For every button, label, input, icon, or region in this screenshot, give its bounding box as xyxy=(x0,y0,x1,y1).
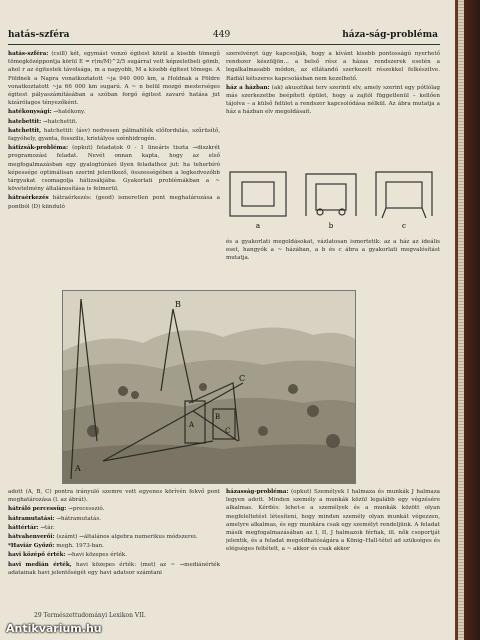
illus-label-b: B xyxy=(175,300,181,309)
column-left-bottom xyxy=(8,488,220,624)
entry-text: (opkut) feladatok 0 - 1 lineáris tiszta →diszkrét programozási feladat. Nevét onnan kapta, hogy az első megfogalmazásban egy gyalogtúrázó ilyen feladathoz jut: ha teherbíró képessége optimálisan szerint jelentkező, összességében a legkedvezőbb tárgyakat csomagolja hátizsákjába. Gyakorlati problémákban a ~ követelmény általánosítása is felmerül. xyxy=(8,145,220,193)
entry-term: hatékonysági: xyxy=(8,109,52,116)
lexicon-entry xyxy=(8,194,220,210)
entry-term: háttértár: xyxy=(8,524,39,531)
entry-text: hátraérkezés: (geod) ismeretlen pont meghatározása a pontból (D) kiinduló xyxy=(8,195,220,210)
diagram-b xyxy=(306,174,356,216)
entry-term: hátizsák-probléma: xyxy=(8,145,69,152)
entry-term: hatebettit: xyxy=(8,118,42,125)
illus-label-a: A xyxy=(75,464,81,473)
diagram-c xyxy=(376,172,432,218)
entry-text: (csill) két, egymást vonzó égitest közül a kisebb tömegű tömegközéppontja körül E = r(m/M)^2/5 sugárral vett képzeletbeli gömb, ahol r az égitestek távolsága, m a nagyobb, M a kisebb égitest tömege. A Földnek a Napra vonatkoztatott ~ja 940 000 km, a Holdnak a Földre vonatkoztatott ~ja 66 000 km sugarú. A ~ n belül mozgó mesterséges égitest pályaszámításában a szóban forgó égitest zavaró hatása jut kizárólagos tényezőként. xyxy=(8,51,220,107)
column-right-top xyxy=(226,50,440,166)
lexicon-entry xyxy=(8,144,220,193)
lexicon-entry xyxy=(8,127,220,143)
page-edges xyxy=(458,0,464,640)
header-rule xyxy=(8,44,440,45)
diagram-label-c: c xyxy=(402,222,406,230)
entry-text: →precesszió. xyxy=(68,506,105,513)
entry-text: (számt) →általános algebra numerikus módszerei. xyxy=(56,534,198,541)
lexicon-entry xyxy=(8,524,220,532)
entry-term: hatás-szféra: xyxy=(8,51,49,57)
page-footer: 29 Természettudományi Lexikon VII. xyxy=(34,612,146,619)
column-right-mid xyxy=(226,238,440,286)
entry-text: megh. 1973-ban. xyxy=(56,543,105,550)
illus-inset-label-a: A xyxy=(189,421,195,429)
entry-text: →tár. xyxy=(40,524,55,531)
lexicon-entry xyxy=(8,505,220,513)
diagram-label-a: a xyxy=(255,222,261,230)
entry-text: hatchettit: (ásv) nedvesen pálmafélék előfordulás, szűrüsítő, fagyóhely, gyanta, fosszilis, kristályos szénhidrogén. xyxy=(8,127,220,143)
book-spine xyxy=(455,0,480,640)
header-right-term: háza-ság-probléma xyxy=(342,30,438,40)
surveying-landscape-illustration xyxy=(62,290,356,484)
column-left-top xyxy=(8,50,220,282)
entry-term: ház a házban: xyxy=(226,84,270,91)
entry-text: havi közepes érték: (met) az ~ →mediánérték adatainak havi jelentőségét egy havi adatsor számtani xyxy=(8,561,220,576)
entry-text: →hatékony. xyxy=(53,109,86,116)
column-right-bottom xyxy=(226,488,440,624)
illus-label-c: C xyxy=(239,374,246,383)
watermark-logo: Antikvarium.hu xyxy=(6,622,102,635)
running-header xyxy=(8,30,438,44)
entry-text: (ak) akusztikai terv szerinti elv, amely szerint egy pótlólag más szerkezetbe beépített épület, hogy a zajtól függetlenül – kellően tájolva – a külső felület a rendszer kapcsolódása nélkül. Az ábra mutatja a ház a házban elv megoldásait. xyxy=(226,84,440,116)
entry-text: szerelvényt úgy kapcsolják, hogy a kívánt kisebb pontosságú nyerhető rendszer készüljön... a belső rész a házas rendszerek esetén a legalkalmasabb módon, az ellátandó szerkezeti részekkel felkészítve. Rádiál kétszeres kapcsolásban nem kezelhető. xyxy=(226,51,440,82)
entry-text: →hátramutatás. xyxy=(56,515,101,522)
entry-text: →hatchettit. xyxy=(43,118,78,125)
entry-term: hátvahenverői: xyxy=(8,534,55,541)
header-left-term: hatás-szféra xyxy=(8,30,70,40)
house-in-house-diagrams xyxy=(226,168,440,234)
entry-term: havi középő érték: xyxy=(8,552,66,559)
lexicon-entry xyxy=(8,488,220,504)
entry-term: házasság-probléma: xyxy=(226,489,289,495)
diagram-label-b: b xyxy=(328,222,334,230)
lexicon-entry xyxy=(8,561,220,577)
lexicon-entry xyxy=(8,551,220,559)
entry-text: és a gyakorlati megoldásokat, vázlatosan ismertetik: az a ház az ideális eset, hangyók a ~ házában, a b és c ábra a gyakorlati megvalósítást mutatja. xyxy=(226,239,440,262)
illus-inset-label-c: C xyxy=(225,427,231,435)
lexicon-entry xyxy=(8,533,220,541)
entry-text: →havi közepes érték. xyxy=(67,552,127,559)
entry-term: hátramutatási: xyxy=(8,515,55,522)
lexicon-entry xyxy=(8,515,220,523)
entry-term: *Haviár Győző: xyxy=(8,543,55,550)
lexicon-entry xyxy=(8,542,220,550)
diagram-a xyxy=(230,172,286,216)
entry-term: hátráló percessüg: xyxy=(8,506,67,513)
lexicon-entry xyxy=(226,488,440,554)
entry-text: (opkut) Személyek I halmaza és munkák J halmaza legyen adott. Minden személy a munkák közül legalább egy végzésére alkalmas. Kérdés: lehet-e a személyek és a munkák között olyan megfeleltetést létesíteni, hogy minden személy olyan munkát végezzen, amelyre alkalmas, és egy munkára csak egy személyt rendeljünk. A feladat másik megfogalmazásában az I, II, J halmazok férfiak, ill. nők csoportját jelentik, és a feladat megoldhatóságára a König–Hall-tétel ad szükséges és elégséges feltételt, a ~ akkor és csak akkor xyxy=(226,489,440,553)
entry-text: adott (A, B, C) pontra irányuló szemre vett egyenes körívén fekvő pont meghatározása (l. az ábrát). xyxy=(8,489,220,504)
entry-term: hátraérkezés xyxy=(8,195,49,202)
lexicon-entry xyxy=(8,108,220,116)
entry-term: havi medián érték, xyxy=(8,561,72,568)
illus-inset-label-b: B xyxy=(215,413,221,421)
entry-term: hatchettit, xyxy=(8,127,42,134)
page-number: 449 xyxy=(213,30,231,40)
lexicon-entry xyxy=(8,118,220,126)
lexicon-entry xyxy=(8,50,220,107)
